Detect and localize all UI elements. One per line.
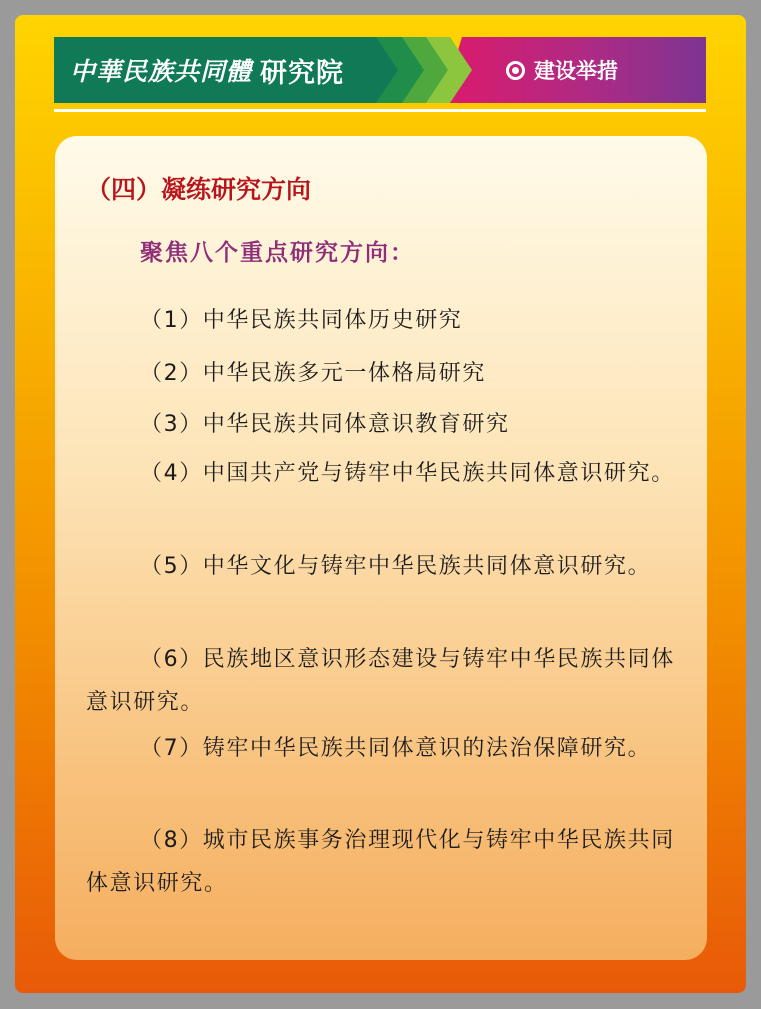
tag-label: 建设举措 (534, 59, 618, 83)
research-item-8: （8）城市民族事务治理现代化与铸牢中华民族共同体意识研究。 (86, 828, 675, 896)
subtitle: 聚焦八个重点研究方向： (140, 240, 415, 266)
section-tag (506, 48, 618, 92)
brand-institute: 研究院 (260, 57, 345, 89)
section-title: （四）凝练研究方向 (86, 175, 312, 204)
research-item-5: （5）中华文化与铸牢中华民族共同体意识研究。 (140, 554, 652, 579)
research-item-4: （4）中国共产党与铸牢中华民族共同体意识研究。 (140, 461, 675, 486)
research-item-2: （2）中华民族多元一体格局研究 (140, 361, 486, 386)
header-banner (54, 37, 706, 103)
brand-title (70, 48, 344, 92)
brand-calligraphy: 中華民族共同體 (70, 57, 253, 86)
research-item-3: （3）中华民族共同体意识教育研究 (140, 412, 510, 437)
research-item-7: （7）铸牢中华民族共同体意识的法治保障研究。 (140, 736, 652, 761)
bullseye-icon (506, 61, 525, 80)
header-divider (54, 109, 706, 112)
research-item-6: （6）民族地区意识形态建设与铸牢中华民族共同体意识研究。 (86, 647, 675, 715)
research-item-1: （1）中华民族共同体历史研究 (140, 308, 463, 333)
